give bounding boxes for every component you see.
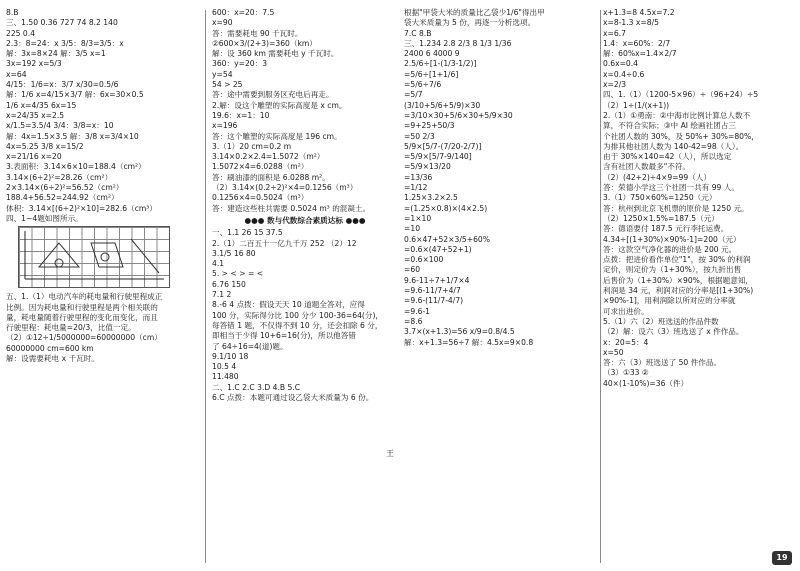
- text-line: 600：x=20：7.5: [212, 8, 275, 17]
- text-line: 解：设需要耗电 x 千瓦时。: [6, 354, 99, 364]
- text-line: 2.（1）①勇南：②中海市比例计算总人数不: [603, 110, 751, 120]
- text-line: 二、1.C 2.C 3.D 4.B 5.C: [212, 382, 301, 392]
- text-line: 5.（1）六（2）班选送的作品件数: [603, 316, 719, 326]
- column-3: [404, 8, 600, 563]
- text-line: 比例。因为耗电量和行驶里程是两个相关联的: [6, 302, 158, 312]
- text-line: =50 2/3: [404, 131, 435, 141]
- text-line: 1.25×3.2×2.5: [404, 193, 458, 203]
- text-line: 4.1: [212, 259, 225, 269]
- text-line: 2400 6 4000 9: [404, 49, 460, 59]
- text-line: 答：六（3）班选送了 50 件作品。: [603, 358, 722, 368]
- text-line: （2）解：设六（3）班选送了 x 件作品。: [603, 327, 744, 337]
- text-line: =5/6÷7/6: [404, 80, 442, 90]
- text-line: 3.表面积：3.14×6×10=188.4（cm²）: [6, 162, 146, 172]
- text-line: x=6.7: [603, 28, 626, 38]
- text-line: 8.-6 4 点拨：假设天天 10 道题全答对，应得: [212, 300, 365, 310]
- column-4-content: [603, 8, 793, 389]
- text-line: 3.14×(6÷2)²=28.26（cm²）: [6, 172, 113, 182]
- text-line: (3/10+5/6+5/9)×30: [404, 100, 481, 110]
- text-line: 3.7×(x+1.3)=56 x/9=0.8/4.5: [404, 327, 515, 337]
- text-line: 一、1.1 26 15 37.5: [212, 228, 283, 238]
- text-line: =13/36: [404, 172, 433, 182]
- text-line: 1.5072×4=6.0288（m²）: [212, 162, 309, 172]
- text-line: x+1.3=8 4.5x=7.2: [603, 8, 675, 17]
- text-line: 解：4x=1.5×3.5 解：3/8 x=3/4×10: [6, 131, 139, 141]
- text-line: =5/9×[5/7-9/140]: [404, 152, 472, 162]
- text-line: 量，耗电量随着行驶里程的变化而变化，而且: [6, 312, 158, 322]
- text-line: 11.480: [212, 372, 239, 382]
- text-line: 225 0.4: [6, 28, 35, 38]
- text-line: 解：60%x=1.4×2/7: [603, 49, 677, 59]
- text-line: 2.解：设这个雕塑的实际高度是 x cm。: [212, 100, 347, 110]
- text-line: =1/12: [404, 183, 428, 193]
- text-line: =5/9×13/20: [404, 162, 451, 172]
- text-line: 6.C 点拨：本题可通过设乙袋大米质量为 6 份。: [212, 392, 374, 402]
- text-line: 由于 30%×140=42（人），所以选定: [603, 152, 732, 162]
- text-line: （2）1250×1.5%=187.5（元）: [603, 213, 719, 223]
- text-line: 三、1.50 0.36 727 74 8.2 140: [6, 18, 118, 28]
- text-line: 0.6x=0.4: [603, 59, 639, 69]
- text-line: 答：需要耗电 90 千瓦时。: [212, 28, 303, 38]
- grid-drawing: [19, 227, 169, 287]
- text-line: 五、1.（1）电动汽车的耗电量和行驶里程成正: [6, 292, 163, 302]
- text-line: （2）(42+2)÷4×9=99（人）: [603, 172, 711, 182]
- column-divider: [205, 10, 206, 563]
- text-line: =3/10×30+5/6×30+5/9×30: [404, 110, 513, 120]
- coordinate-grid-figure: [18, 226, 170, 288]
- text-line: 3.（1）20 cm=0.2 m: [212, 141, 292, 151]
- text-line: 利润是 34 元，利润对应的分率是[(1+30%): [603, 286, 754, 296]
- text-line: 四、1~4题如图所示。: [6, 213, 83, 223]
- text-line: 三、1.234 2.8 2/3 8 1/3 1/36: [404, 38, 512, 48]
- text-line: 解：3x=8×24 解：3/5 x=1: [6, 49, 106, 59]
- text-line: x=24/35 x=2.5: [6, 110, 65, 120]
- text-line: 7.1 2: [212, 290, 232, 300]
- text-line: 360：y=20：3: [212, 59, 268, 69]
- text-line: x=64: [6, 69, 27, 79]
- text-line: x=50: [603, 347, 624, 357]
- text-line: 2×3.14×(6÷2)²=56.52（cm²）: [6, 183, 124, 193]
- text-line: 后售价为（1+30%）×90%，根据题意知，: [603, 275, 754, 285]
- text-line: x=0.4÷0.6: [603, 69, 645, 79]
- text-line: 9.1/10 18: [212, 351, 249, 361]
- text-line: 9.6-11÷7+1/7×4: [404, 275, 470, 285]
- column-2: [212, 8, 398, 563]
- text-line: 答：途中需要到服务区充电后再走。: [212, 90, 334, 100]
- text-line: x：20=5：4: [603, 337, 649, 347]
- text-line: 点拨：把进价看作单位"1"，按 30% 的利润: [603, 255, 751, 265]
- text-line: 8.B: [6, 8, 19, 17]
- text-line: 解：1/6 x=4/15×3/7 解：6x=30×0.5: [6, 90, 144, 100]
- text-line: 答：建造这些柱共需要 0.5024 m³ 的混凝土。: [212, 203, 371, 213]
- text-line: 答：荣德小学这三个社团一共有 99 人。: [603, 183, 739, 193]
- text-line: 5/9×[5/7-(7/20-2/7)]: [404, 141, 482, 151]
- text-line: 100 分，实际得分比 100 分少 100-36=64(分)，: [212, 310, 384, 320]
- text-line: =1×10: [404, 213, 432, 223]
- text-line: 40×(1-10%)=36（件）: [603, 378, 689, 388]
- text-line: 答：杭州到北京飞机票的原价是 1250 元。: [603, 203, 749, 213]
- text-line: 3x=192 x=5/3: [6, 59, 62, 69]
- text-line: 0.6×47+52×3/5+60%: [404, 234, 490, 244]
- text-line: 6.76 150: [212, 279, 246, 289]
- text-line: 3.1/5 16 80: [212, 248, 256, 258]
- text-line: 解：设 360 km 需要耗电 y 千瓦时。: [212, 49, 339, 59]
- text-line: 4/15：1/6=x：3/7 x/30=0.5/6: [6, 80, 119, 90]
- text-line: x=21/16 x=20: [6, 152, 62, 162]
- text-line: =5/6÷[1+1/6]: [404, 69, 459, 79]
- text-line: =8.6: [404, 316, 423, 326]
- text-line: 为排其他社团人数为 140-42=98（人）。: [603, 141, 744, 151]
- text-line: x=8-1.3 x=8/5: [603, 18, 659, 28]
- text-line: x=90: [212, 18, 233, 28]
- text-line: 3.14×0.2×2.4=1.5072（m²）: [212, 152, 325, 162]
- text-line: 每答错 1 题，不仅得不到 10 分，还会扣除 6 分，: [212, 320, 383, 330]
- text-line: 2.3：8=24：x 3/5：8/3=3/5：x: [6, 38, 124, 48]
- text-line: 10.5 4: [212, 362, 237, 372]
- text-line: =9.6-11/7+4/7: [404, 286, 461, 296]
- text-line: 即相当于少得 10+6=16(分)，所以他答错: [212, 331, 356, 341]
- text-line: （2）①12÷1/5000000=60000000（cm）: [6, 333, 162, 343]
- text-line: 答：刷油漆的面积是 6.0288 m²。: [212, 172, 330, 182]
- text-line: 个社团人数的 30%，及 50%+ 30%=80%，: [603, 131, 759, 141]
- text-line: 了 64÷16=4(道)题。: [212, 341, 288, 351]
- text-line: 定价，则定价为（1+30%），按九折出售: [603, 265, 742, 275]
- text-line: 4.34÷[(1+30%)×90%-1]=200（元）: [603, 234, 741, 244]
- text-line: 答：德语要付 187.5 元行李托运费。: [603, 224, 729, 234]
- section-heading: ●●● 数与代数综合素质达标 ●●●: [244, 215, 366, 225]
- text-line: 根据"甲袋大米的质量比乙袋少1/6"得出甲: [404, 8, 545, 17]
- text-line: 1/6 x=4/35 6x=15: [6, 100, 77, 110]
- column-1: [6, 8, 200, 563]
- text-line: =10: [404, 224, 421, 234]
- text-line: 袋大米质量为 5 份，再逐一分析选项。: [404, 18, 536, 28]
- text-line: 答：这款空气净化器的进价是 200 元。: [603, 244, 737, 254]
- text-line: =9+25+50/3: [404, 121, 455, 131]
- text-line: （3）①33 ②: [603, 368, 649, 378]
- text-line: =(1.25×0.8)×(4×2.5): [404, 203, 488, 213]
- text-line: =9.6-1: [404, 306, 431, 316]
- text-line: ×90%-1]，用利润除以所对应的分率就: [603, 296, 736, 306]
- text-line: x=2/3: [603, 80, 627, 90]
- text-line: =60: [404, 265, 421, 275]
- text-line: 7.C 8.B: [404, 28, 432, 38]
- column-1-lower: [6, 292, 200, 364]
- text-line: x/1.5=3.5/4 3/4：3/8=x：10: [6, 121, 114, 131]
- text-line: 2.5/6÷[1-(1/3-1/2)]: [404, 59, 477, 69]
- text-line: 60000000 cm=600 km: [6, 343, 94, 353]
- column-3-content: [404, 8, 600, 348]
- text-line: （2）3.14×(0.2÷2)²×4=0.1256（m³）: [212, 183, 358, 193]
- column-divider: [600, 10, 601, 563]
- text-line: =5/7: [404, 90, 423, 100]
- text-line: 答：这个雕塑的实际高度是 196 cm。: [212, 131, 342, 141]
- text-line: 四、1.（1）（1200-5×96）÷（96+24）÷5: [603, 90, 759, 100]
- text-line: 可求出进价。: [603, 306, 649, 316]
- text-line: 3.（1）750×60%=1250（元）: [603, 193, 717, 203]
- text-line: y=54: [212, 69, 233, 79]
- text-line: =0.6×100: [404, 255, 444, 265]
- column-4: [603, 8, 793, 563]
- edge-mark: 王: [386, 449, 394, 458]
- text-line: ②600×3/(2+3)=360（km）: [212, 38, 317, 48]
- text-line: 行驶里程：耗电量=20/3，比值一定。: [6, 323, 136, 333]
- text-line: 含有社团人数最多"不符。: [603, 162, 691, 172]
- text-line: =9.6-(11/7-4/7): [404, 296, 464, 306]
- text-line: 1.4：x=60%：2/7: [603, 38, 671, 48]
- text-line: =0.6×(47+52+1): [404, 244, 472, 254]
- text-line: 4x=5.25 3/8 x=15/2: [6, 141, 84, 151]
- text-line: 19.6：x=1：10: [212, 110, 270, 120]
- text-line: 算，不符合实际；③中 AI 绘画社团占三: [603, 121, 736, 131]
- text-line: 解：x+1.3=56÷7 解：4.5x=9×0.8: [404, 337, 534, 347]
- column-2-upper: [212, 8, 398, 214]
- page-number: 19: [772, 551, 792, 565]
- text-line: 54 > 25: [212, 80, 243, 90]
- text-line: 0.1256×4=0.5024（m³）: [212, 193, 309, 203]
- text-line: 5. > < > = <: [212, 269, 264, 279]
- column-2-lower: [212, 228, 398, 403]
- text-line: （2）1÷(1/(x+1)): [603, 100, 670, 110]
- column-1-upper: [6, 8, 200, 224]
- text-line: x=196: [212, 121, 238, 131]
- text-line: 体积：3.14×[(6÷2)²×10]=282.6（cm³）: [6, 203, 157, 213]
- text-line: 188.4+56.52=244.92（cm²）: [6, 193, 119, 203]
- text-line: 2.（1）二百五十一亿九千万 252 （2）12: [212, 238, 357, 248]
